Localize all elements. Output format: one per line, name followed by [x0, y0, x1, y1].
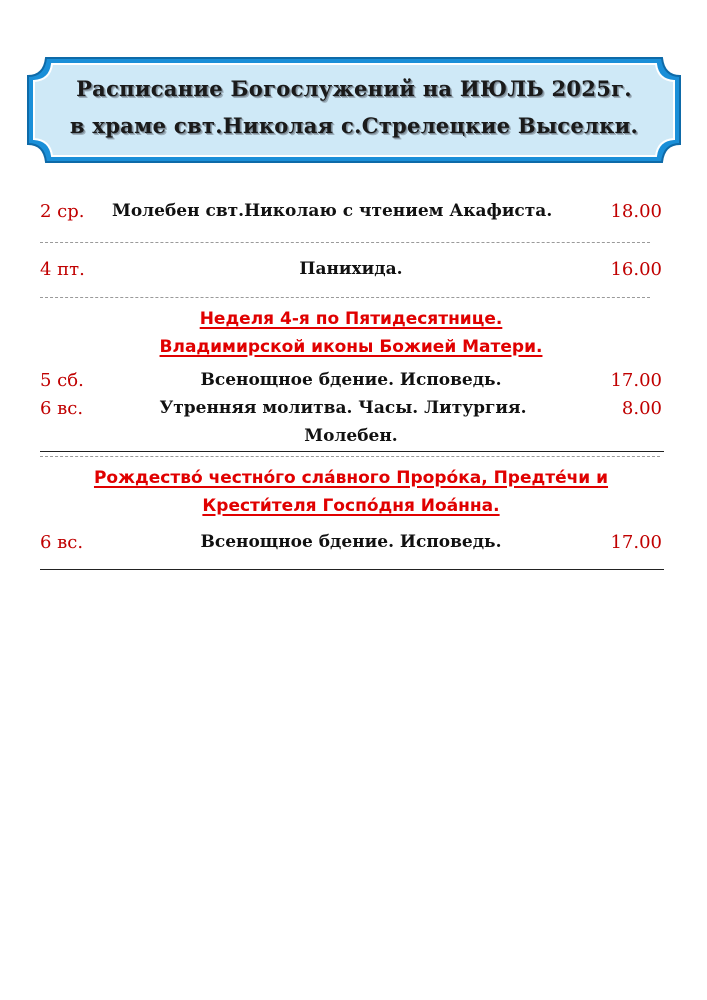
- dotted-divider: [40, 297, 650, 298]
- row-time: 8.00: [621, 398, 662, 419]
- header-title-line1: Расписание Богослужений на ИЮЛЬ 2025г.: [76, 76, 632, 101]
- row-service-continuation: Молебен.: [304, 426, 398, 446]
- row-service: Панихида.: [299, 259, 403, 279]
- row-service: Всенощное бдение. Исповедь.: [200, 370, 502, 390]
- schedule-row: [40, 370, 662, 396]
- feast-heading-line2: Владимирской иконы Божией Матери.: [159, 337, 543, 357]
- feast-heading-line1: Неделя 4-я по Пятидесятнице.: [199, 309, 503, 329]
- row-service: Всенощное бдение. Исповедь.: [200, 532, 502, 552]
- schedule-row: [40, 398, 662, 450]
- header-title-line2: в храме свт.Николая с.Стрелецкие Выселки.: [69, 113, 639, 138]
- dotted-divider: [40, 242, 650, 243]
- feast-heading-line2: Крести́теля Госпо́дня Иоа́нна.: [202, 496, 500, 516]
- row-date: 4 пт.: [40, 259, 85, 280]
- row-service: Молебен свт.Николаю с чтением Акафиста.: [112, 201, 553, 221]
- schedule-row: [40, 532, 662, 558]
- row-time: 17.00: [610, 370, 662, 391]
- row-time: 18.00: [610, 201, 662, 222]
- row-service: Утренняя молитва. Часы. Литургия.: [159, 398, 527, 418]
- dotted-divider: [40, 456, 660, 457]
- row-time: 16.00: [610, 259, 662, 280]
- row-date: 6 вс.: [40, 398, 84, 419]
- row-date: 2 ср.: [40, 201, 85, 222]
- feast-heading-line1: Рождество́ честно́го сла́вного Проро́ка, Предте́чи и: [93, 468, 609, 488]
- schedule-row: [40, 201, 662, 227]
- feast-heading: [40, 305, 662, 361]
- row-time: 17.00: [610, 532, 662, 553]
- bottom-divider: [40, 569, 664, 570]
- schedule-row: [40, 259, 662, 285]
- feast-heading: [40, 464, 662, 520]
- row-date: 5 сб.: [40, 370, 84, 391]
- row-date: 6 вс.: [40, 532, 84, 553]
- header-banner: [24, 54, 684, 166]
- section-divider: [40, 451, 664, 452]
